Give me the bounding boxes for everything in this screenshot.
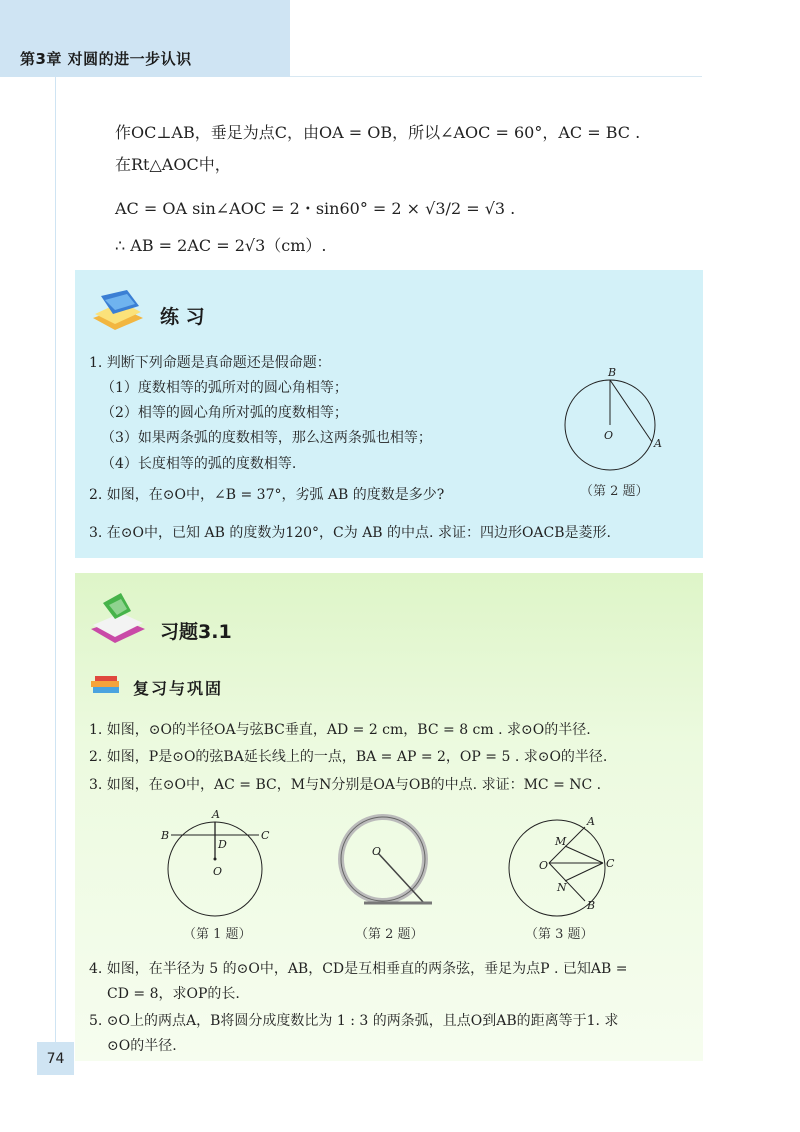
- practice-q1-item-4: （4）长度相等的弧的度数相等.: [101, 456, 297, 472]
- exercise-book-icon: [87, 593, 149, 647]
- fig1-caption: （第 1 题）: [183, 927, 252, 942]
- fig1-label-c: C: [261, 829, 270, 842]
- review-books-icon: [89, 675, 125, 697]
- fig3-label-n: N: [557, 881, 567, 894]
- practice-figure-circle: [555, 368, 665, 478]
- exercise-figure-3: [507, 813, 617, 923]
- solution-line-4: ∴ AB = 2AC = 2√3（cm）.: [115, 236, 327, 255]
- exercise-figure-1: [161, 808, 275, 921]
- fig3-label-m: M: [555, 835, 567, 848]
- practice-q1-item-3: （3）如果两条弧的度数相等，那么这两条弧也相等；: [101, 430, 432, 446]
- fig1-label-o: O: [213, 865, 223, 878]
- page-number: 74: [37, 1042, 74, 1075]
- exercise-item-5-line-2: ⊙O的半径.: [107, 1038, 177, 1054]
- exercise-figure-2: [338, 811, 438, 911]
- chapter-title: 第3章 对圆的进一步认识: [20, 50, 192, 68]
- figure-label-b: B: [608, 366, 617, 379]
- header-rule: [290, 76, 702, 77]
- solution-line-3: AC = OA sin∠AOC = 2・sin60° = 2 × √3/2 = √3 .: [115, 199, 516, 218]
- exercise-item-4-line-2: CD = 8，求OP的长.: [107, 986, 240, 1002]
- exercise-section: [75, 573, 703, 1061]
- practice-title: 练 习: [160, 306, 205, 328]
- exercise-item-3: 3. 如图，在⊙O中，AC = BC，M与N分别是OA与OB的中点. 求证：MC = NC .: [89, 777, 602, 793]
- fig1-label-a: A: [212, 808, 220, 821]
- exercise-item-2: 2. 如图，P是⊙O的弦BA延长线上的一点，BA = AP = 2，OP = 5 . 求⊙O的半径.: [89, 749, 608, 765]
- exercise-item-5-line-1: 5. ⊙O上的两点A，B将圆分成度数比为 1 : 3 的两条弧，且点O到AB的距离等于1. 求: [89, 1013, 619, 1029]
- practice-book-icon: [87, 288, 147, 332]
- practice-question-3: 3. 在⊙O中，已知 AB 的度数为120°，C为 AB 的中点. 求证：四边形OACB是菱形.: [89, 525, 611, 541]
- fig2-caption: （第 2 题）: [355, 927, 424, 942]
- practice-figure-caption: （第 2 题）: [580, 484, 649, 499]
- practice-section: [75, 270, 703, 558]
- practice-question-1: 1. 判断下列命题是真命题还是假命题：: [89, 355, 331, 371]
- practice-q1-item-1: （1）度数相等的弧所对的圆心角相等；: [101, 380, 348, 396]
- fig1-label-d: D: [218, 838, 227, 851]
- review-subtitle: 复习与巩固: [133, 679, 224, 698]
- exercise-item-1: 1. 如图，⊙O的半径OA与弦BC垂直，AD = 2 cm，BC = 8 cm . 求⊙O的半径.: [89, 722, 591, 738]
- exercise-item-4-line-1: 4. 如图，在半径为 5 的⊙O中，AB，CD是互相垂直的两条弦，垂足为点P . 已知AB =: [89, 961, 628, 977]
- practice-question-2: 2. 如图，在⊙O中，∠B = 37°，劣弧 AB 的度数是多少?: [89, 487, 445, 503]
- fig3-label-o: O: [539, 859, 549, 872]
- fig3-label-b: B: [587, 899, 596, 912]
- exercise-title: 习题3.1: [160, 621, 232, 643]
- solution-line-1: 作OC⊥AB，垂足为点C，由OA = OB，所以∠AOC = 60°，AC = BC .: [115, 123, 641, 142]
- figure-label-a: A: [654, 437, 662, 450]
- figure-label-o: O: [604, 429, 614, 442]
- fig3-label-c: C: [606, 857, 615, 870]
- fig1-label-b: B: [161, 829, 170, 842]
- left-margin-rule: [55, 77, 56, 1057]
- solution-line-2: 在Rt△AOC中，: [115, 155, 231, 174]
- practice-q1-item-2: （2）相等的圆心角所对弧的度数相等；: [101, 405, 348, 421]
- fig2-label-o: O: [372, 845, 382, 858]
- fig3-caption: （第 3 题）: [525, 927, 594, 942]
- fig3-label-a: A: [587, 815, 595, 828]
